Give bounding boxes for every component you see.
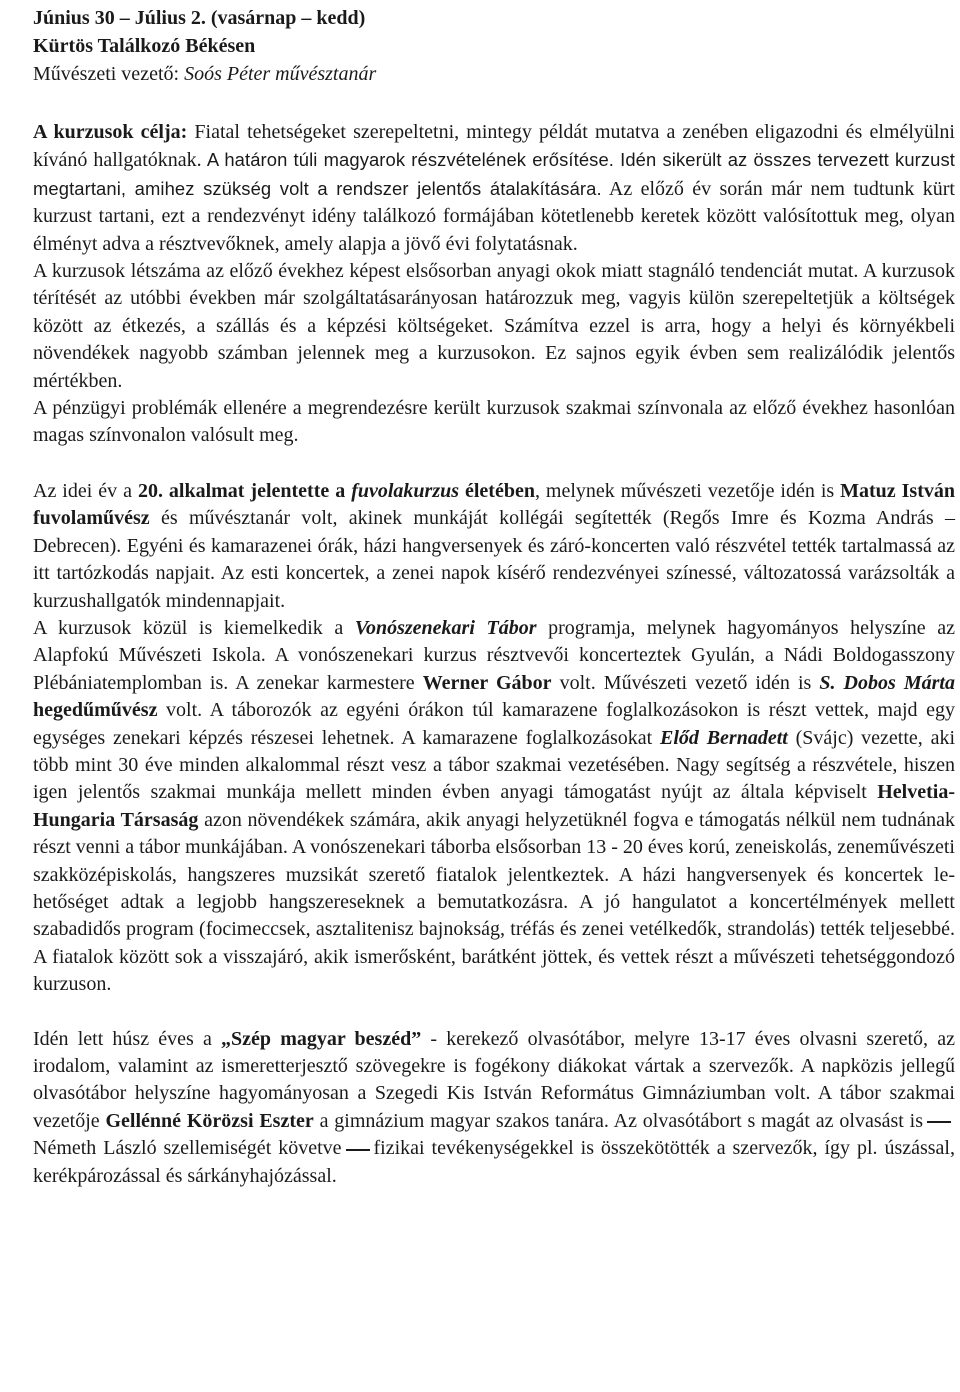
section-reading-camp — [33, 1026, 955, 1190]
em-dash — [346, 1149, 370, 1151]
director-name: Soós Péter művésztanár — [184, 63, 377, 85]
section-goals — [33, 119, 955, 450]
em-dash — [927, 1121, 951, 1123]
event-dates: Június 30 – Július 2. (vasárnap – kedd) — [33, 7, 366, 29]
reading-camp-paragraph: Idén lett húsz éves a „Szép magyar beszéd” - kerekező olvasótábor, melyre 13-17 éves olvasni szerető, az irodalom, valamint az ismeretterjesztő szövegekre is fogékony diákokat vártak a szervezők. A napközis jellegű olvasótábor helyszíne hagyományosan a Szegedi Kis István Református Gimnáziumban volt. A tábor szakmai vezetője Gellénné Körözsi Eszter a gimnázium magyar szakos tanára. Az olvasótábort s magát az olvasást isNémeth László szellemiségét követve fizikai tevékenységekkel is összekötötték a szervezők, így pl. úszással, kerékpározással és sárkányhajózással. — [33, 1027, 955, 1187]
event-title: Kürtös Találkozó Békésen — [33, 35, 256, 57]
event-header — [33, 4, 955, 88]
sans-sentences: A határon túli magyarok részvételének erősítése. Idén sikerült az összes tervezett kurzust megtartani, amihez szükség volt a rendszer jelentős átalakítására. — [33, 149, 956, 199]
section-flute-course — [33, 478, 955, 999]
director-label: Művészeti vezető: — [33, 63, 185, 85]
artistic-director-line — [33, 60, 955, 88]
goals-paragraph: A kurzusok célja: Fiatal tehetségeket szerepeltetni, mintegy példát mutatva a zenében eligazodni és elmélyülni kívánó hallgatóknak. A határon túli magyarok részvételének erősítése. Idén sikerült az összes tervezett kurzust megtartani, amihez szükség volt a rendszer jelentős átalakítására. Az előző év során már nem tudtunk kürt kurzust tartani, ezt a rendezvényt idény találkozó formájában kötetlenebb keretek között valósítottuk meg, olyan élményt adva a résztvevőknek, amely alapja a jövő évi folytatásnak. — [33, 121, 956, 255]
participation-paragraph: A kurzusok létszáma az előző évekhez képest elsősorban anyagi okok miatt stagnáló tendenciát mutat. A kurzusok térítését az utóbbi években már szolgáltatásarányosan határozzuk meg, vagyis külön szerepeltetjük a költségek között az étkezés, a szállás és a képzési költségeket. Számítva ezzel is arra, hogy a helyi és környékbeli növendékek nagyobb számban jelennek meg a kurzusokon. Ez sajnos egyik évben sem realizálódik jelentős mértékben. — [33, 260, 955, 392]
document-page — [33, 4, 955, 1190]
finance-paragraph: A pénzügyi problémák ellenére a megrendezésre került kurzusok szakmai színvonala az előző évekhez hasonlóan magas színvonalon valósult meg. — [33, 397, 955, 447]
string-orchestra-paragraph: A kurzusok közül is kiemelkedik a Vonószenekari Tábor programja, melynek hagyományos helyszíne az Alapfokú Művészeti Iskola. A vonószenekari kurzus résztvevői koncerteztek Gyulán, a Nádi Boldogasszony Plébániatemplomban is. A zenekar karmestere Werner Gábor volt. Művészeti vezető idén is S. Dobos Márta hegedűművész volt. A táborozók az egyéni órákon túl kamarazene foglalkozásokon is részt vettek, majd egy egységes zenekari képzés részesei lehetnek. A kamarazene foglalkozásokat Előd Bernadett (Svájc) vezette, aki több mint 30 éve minden alkalommal részt vesz a tábor szakmai vezetésében. Nagy segítség a részvétele, hiszen igen jelentős szakmai munkája mellett minden évben anyagi támogatást nyújt az általa képviselt Helvetia-Hungaria Társaság azon növendékek számára, akik anyagi helyzetüknél fogva e támogatás nélkül nem tudnának részt venni a tábor munkájában. A vonószenekari táborba elsősorban 13 - 20 éves korú, zeneiskolás, zeneművészeti szakközépiskolás, hangszeres muzsikát szerető fiatalok jelentkeztek. A házi hangversenyek és koncertek lehetőséget adtak a legjobb hangszereseknek a bemutatkozásra. A jó hangulatot a koncertélmények mellett szabadidős program (focimeccsek, asztalitenisz bajnokság, tréfás és zenei vetélkedők, strandolás) tették teljesebbé. A fiatalok között sok a visszajáró, akik ismerősként, barátként jöttek, és vettek részt a művészeti tehetséggondozó kurzuson. — [33, 616, 956, 996]
flute-paragraph: Az idei év a 20. alkalmat jelentette a fuvolakurzus életében, melynek művészeti vezetője idén is Matuz István fuvolaművész és művésztanár volt, akinek munkáját kollégái segítették (Regős Imre és Kozma András – Debrecen). Egyéni és kamarazenei órák, házi hangversenyek és záró-koncerten való részvétel tették tartalmassá az itt tartózkodás napjait. Az esti koncertek, a zenei napok kísérő rendezvényei színessé, változatossá varázsolták a kurzushallgatók mindennapjait. — [33, 479, 955, 612]
